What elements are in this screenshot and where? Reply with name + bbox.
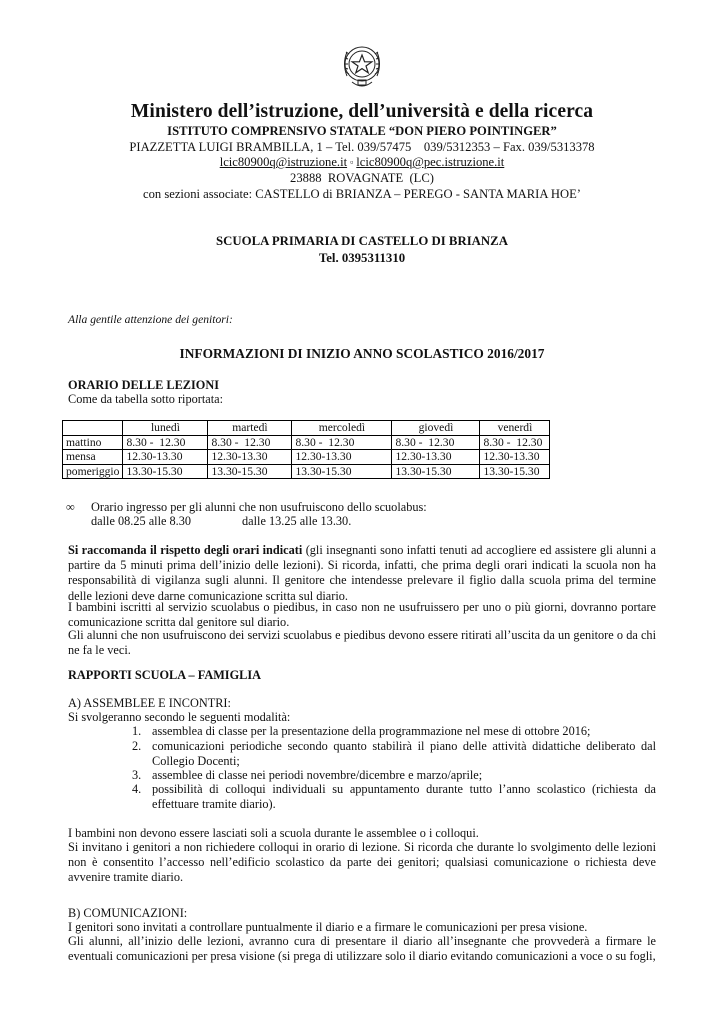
- row-label: pomeriggio: [63, 464, 123, 479]
- list-text-continued: Collegio Docenti;: [152, 754, 240, 769]
- table-cell: 13.30-15.30: [292, 464, 392, 479]
- table-corner-cell: [63, 421, 123, 436]
- institute-name: ISTITUTO COMPRENSIVO STATALE “DON PIERO POINTINGER”: [167, 124, 557, 138]
- day-header: mercoledì: [292, 421, 392, 436]
- republic-emblem-icon: [338, 36, 386, 94]
- assemblies-rules: Si invitano i genitori a non richiedere colloqui in orario di lezione. Si ricorda che durante lo svolgimento delle lezioni non è consentito l’accesso nell’edificio scolastico da parte dei genitori; qualsiasi comunicazione o richiesta deve avvenire tramite diario.: [68, 840, 656, 885]
- separator-square-icon: ▫: [350, 157, 354, 167]
- entry-afternoon: dalle 13.25 alle 13.30.: [242, 514, 352, 528]
- table-cell: 13.30-15.30: [480, 464, 550, 479]
- table-cell: 12.30-13.30: [392, 450, 480, 465]
- school-tel: Tel. 0395311310: [318, 251, 406, 265]
- school-name: SCUOLA PRIMARIA DI CASTELLO DI BRIANZA: [216, 234, 508, 248]
- table-row: [63, 450, 550, 465]
- email-line: [0, 155, 724, 171]
- recommend-paragraph: [68, 543, 656, 604]
- table-cell: 13.30-15.30: [392, 464, 480, 479]
- table-cell: 12.30-13.30: [480, 450, 550, 465]
- list-item: [132, 768, 656, 783]
- table-header-row: [63, 421, 550, 436]
- table-cell: 8.30 - 12.30: [480, 435, 550, 450]
- list-number: 4.: [132, 782, 142, 796]
- table-cell: 8.30 - 12.30: [123, 435, 208, 450]
- row-label: mensa: [63, 450, 123, 465]
- day-header: giovedì: [392, 421, 480, 436]
- table-cell: 12.30-13.30: [292, 450, 392, 465]
- institute-city: 23888 ROVAGNATE (LC): [290, 171, 434, 185]
- day-header: lunedì: [123, 421, 208, 436]
- communications-p1: I genitori sono invitati a controllare puntualmente il diario e a firmare le comunicazioni per presa visione.: [68, 920, 588, 934]
- scuolabus-paragraph: I bambini iscritti al servizio scuolabus o piedibus, in caso non ne usufruissero per uno o più giorni, dovranno portare comunicazione scritta dal genitore sul diario.: [68, 600, 656, 630]
- table-cell: 13.30-15.30: [123, 464, 208, 479]
- list-item: [132, 782, 656, 812]
- list-number: 2.: [132, 739, 142, 753]
- entry-morning: dalle 08.25 alle 8.30: [91, 514, 192, 528]
- table-cell: 12.30-13.30: [123, 450, 208, 465]
- assemblies-intro: Si svolgeranno secondo le seguenti modalità:: [68, 710, 291, 724]
- associated-sections: con sezioni associate: CASTELLO di BRIANZA – PEREGO - SANTA MARIA HOE’: [143, 187, 581, 201]
- timetable-heading: ORARIO DELLE LEZIONI: [68, 378, 220, 392]
- assemblies-heading: A) ASSEMBLEE E INCONTRI:: [68, 696, 231, 710]
- attention-line: Alla gentile attenzione dei genitori:: [68, 313, 233, 326]
- list-text-continued: effettuare tramite diario).: [152, 797, 276, 812]
- list-item: [132, 739, 656, 769]
- pec-link[interactable]: lcic80900q@pec.istruzione.it: [356, 155, 505, 169]
- day-header: venerdì: [480, 421, 550, 436]
- entry-time-text: Orario ingresso per gli alunni che non usufruiscono dello scuolabus:: [91, 500, 427, 514]
- list-text: possibilità di colloqui individuali su appuntamento durante tutto l’anno scolastico (richiesta da: [152, 782, 656, 796]
- table-cell: 13.30-15.30: [208, 464, 292, 479]
- timetable-subheading: Come da tabella sotto riportata:: [68, 392, 224, 406]
- timetable-table: [62, 420, 550, 479]
- list-text: comunicazioni periodiche secondo quanto stabilirà il piano delle attività didattiche deliberato dal: [152, 739, 656, 753]
- table-row: [63, 464, 550, 479]
- communications-heading: B) COMUNICAZIONI:: [68, 906, 188, 920]
- table-cell: 12.30-13.30: [208, 450, 292, 465]
- recommend-text: (gli insegnanti sono infatti tenuti ad accogliere ed assistere gli alunni a partire da 5 minuti prima dell’inizio delle lezioni). Si ricorda, infatti, che prima degli orari indicati la scuola non ha responsabilità di vigilanza sugli alunni. Il genitore che intendesse prelevare il figlio dalla scuola prima del termine delle lezioni deve darne comunicazione scritta sul diario.: [68, 543, 656, 603]
- table-row: [63, 435, 550, 450]
- list-text: assemblee di classe nei periodi novembre/dicembre e marzo/aprile;: [152, 768, 483, 782]
- list-number: 1.: [132, 724, 142, 738]
- infinity-bullet-icon: ∞: [66, 500, 75, 514]
- email-link[interactable]: lcic80900q@istruzione.it: [219, 155, 348, 169]
- ministry-title: Ministero dell’istruzione, dell’università e della ricerca: [130, 101, 594, 122]
- table-cell: 8.30 - 12.30: [208, 435, 292, 450]
- recommend-bold: Si raccomanda il rispetto degli orari indicati: [68, 543, 303, 557]
- table-cell: 8.30 - 12.30: [392, 435, 480, 450]
- row-label: mattino: [63, 435, 123, 450]
- relations-heading: RAPPORTI SCUOLA – FAMIGLIA: [68, 668, 262, 682]
- assemblies-note: I bambini non devono essere lasciati soli a scuola durante le assemblee o i colloqui.: [68, 826, 479, 840]
- institute-address: PIAZZETTA LUIGI BRAMBILLA, 1 – Tel. 039/57475 039/5312353 – Fax. 039/5313378: [129, 140, 595, 154]
- document-title: INFORMAZIONI DI INIZIO ANNO SCOLASTICO 2016/2017: [179, 346, 545, 361]
- list-item: [132, 724, 656, 739]
- table-cell: 8.30 - 12.30: [292, 435, 392, 450]
- day-header: martedì: [208, 421, 292, 436]
- pickup-paragraph: Gli alunni che non usufruiscono dei servizi scuolabus e piedibus devono essere ritirati all’uscita da un genitore o da chi ne fa le veci.: [68, 628, 656, 658]
- communications-p2: Gli alunni, all’inizio delle lezioni, avranno cura di presentare il diario all’insegnante che provvederà a firmare le eventuali comunicazioni per presa visione (si prega di utilizzare solo il diario evitando comunicazioni a voce o su fogli,: [68, 934, 656, 964]
- list-text: assemblea di classe per la presentazione della programmazione nel mese di ottobre 2016;: [152, 724, 591, 738]
- list-number: 3.: [132, 768, 142, 782]
